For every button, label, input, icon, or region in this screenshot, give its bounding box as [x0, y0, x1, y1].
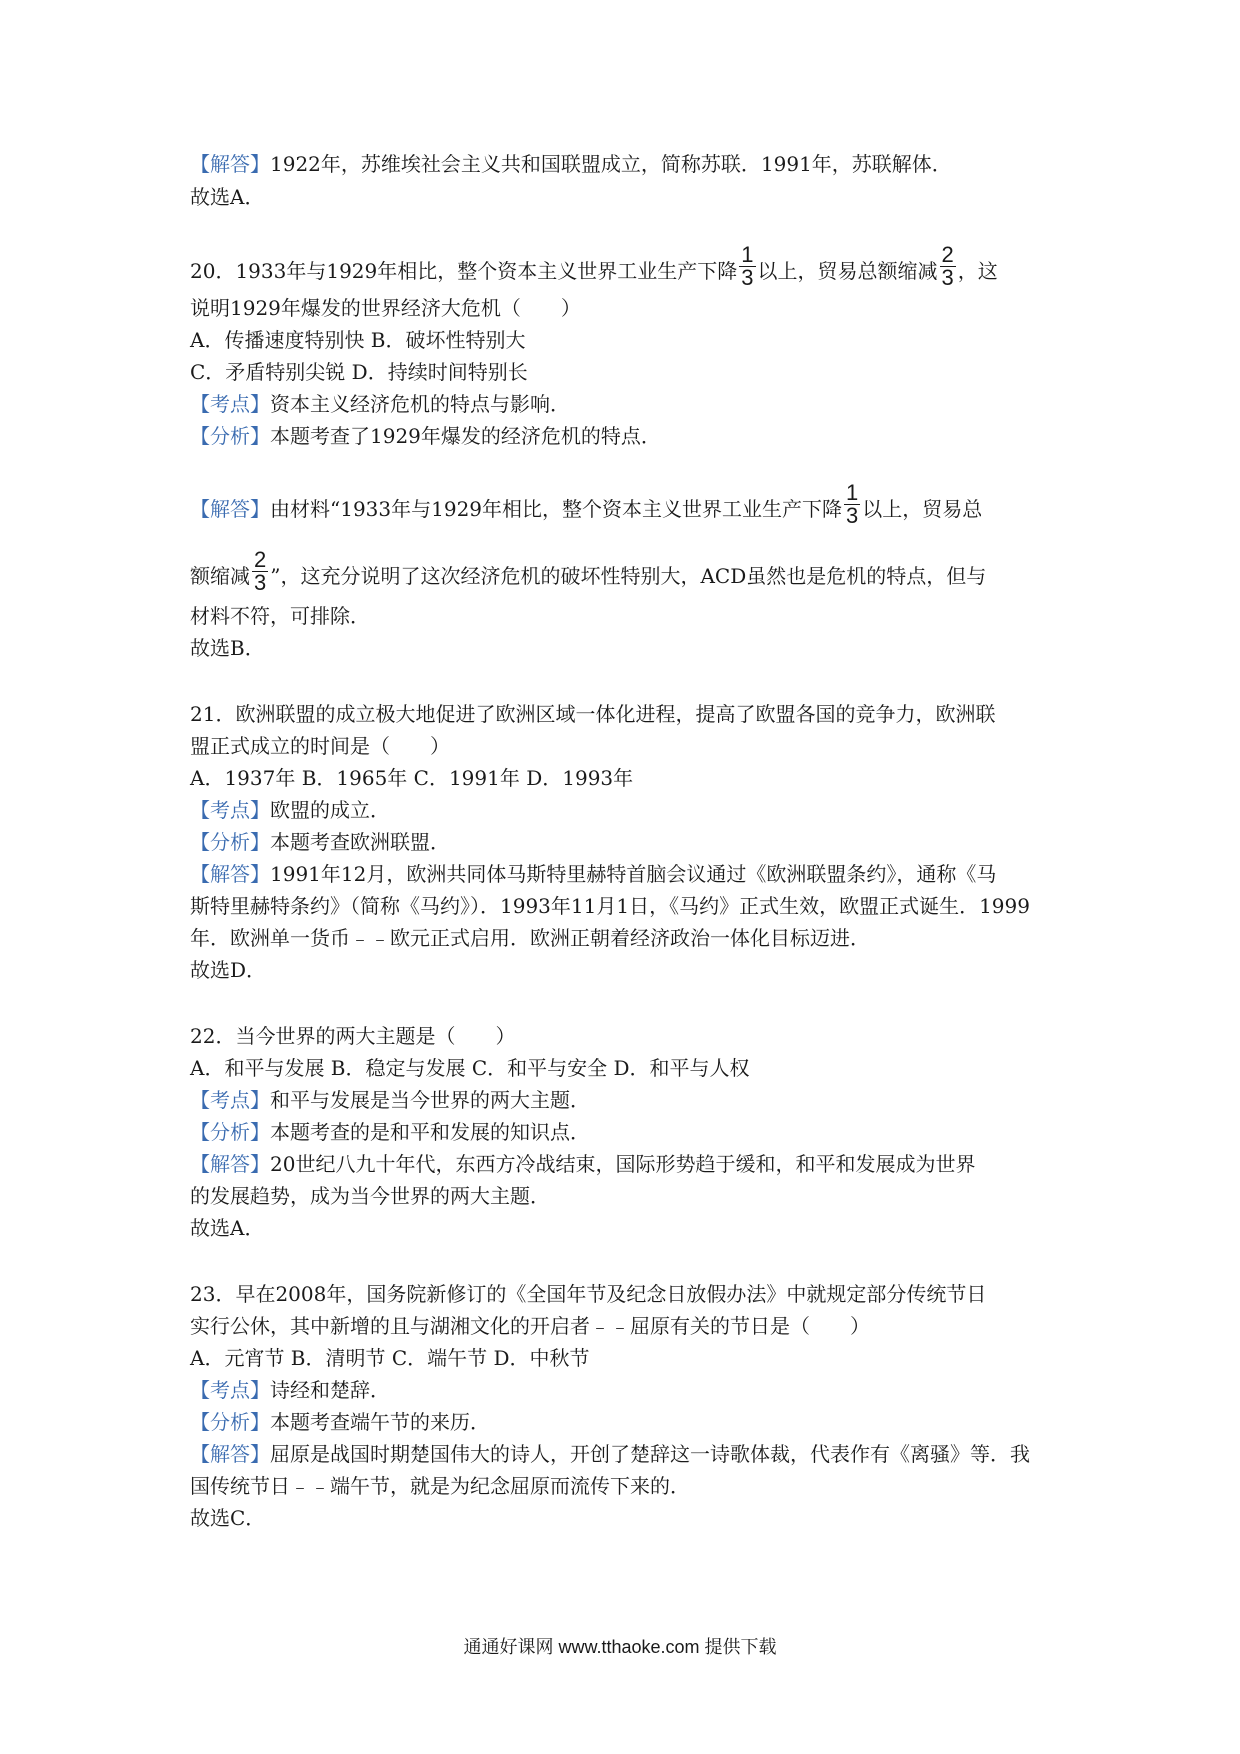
- q21-options: A．1937年 B．1965年 C．1991年 D．1993年: [190, 766, 634, 790]
- q20-kaodian: 【考点】资本主义经济危机的特点与影响．: [190, 392, 570, 416]
- q22-stem: 22．当今世界的两大主题是（ ）: [190, 1024, 516, 1048]
- q22-fenxi: 【分析】本题考查的是和平和发展的知识点．: [190, 1120, 590, 1144]
- q21-fenxi: 【分析】本题考查欧洲联盟．: [190, 830, 450, 854]
- answer-tag: 【解答】: [190, 1152, 270, 1176]
- q20-stem-part3: ，这: [957, 259, 998, 283]
- q21-kaodian: 【考点】欧盟的成立．: [190, 798, 390, 822]
- q21-answer-line1: 【解答】1991年12月，欧洲共同体马斯特里赫特首脑会议通过《欧洲联盟条约》，通称《马: [190, 862, 997, 886]
- kaodian-tag: 【考点】: [190, 392, 270, 416]
- q21-choice: 故选D．: [190, 958, 267, 982]
- q21-answer-line2: 斯特里赫特条约》（简称《马约》）．1993年11月1日，《马约》正式生效，欧盟正式诞生．1999: [190, 894, 1030, 918]
- fenxi-tag: 【分析】: [190, 424, 270, 448]
- q23-kaodian: 【考点】诗经和楚辞．: [190, 1378, 390, 1402]
- q23-options: A．元宵节 B．清明节 C．端午节 D．中秋节: [190, 1346, 590, 1370]
- q23-answer-line1: 【解答】屈原是战国时期楚国伟大的诗人，开创了楚辞这一诗歌体裁，代表作有《离骚》等．我: [190, 1442, 1030, 1466]
- q20-choice: 故选B．: [190, 636, 265, 660]
- kaodian-tag: 【考点】: [190, 798, 270, 822]
- q21-stem-line2: 盟正式成立的时间是（ ）: [190, 734, 450, 758]
- kaodian-tag: 【考点】: [190, 1378, 270, 1402]
- q20-options-line1: A．传播速度特别快 B．破坏性特别大: [190, 328, 526, 352]
- q23-choice: 故选C．: [190, 1506, 266, 1530]
- q19-answer: [190, 150, 952, 178]
- page-footer: 通通好课网 www.tthaoke.com 提供下载: [463, 1637, 777, 1657]
- q20-options-line2: C．矛盾特别尖锐 D．持续时间特别长: [190, 360, 528, 384]
- q22-kaodian: 【考点】和平与发展是当今世界的两大主题．: [190, 1088, 590, 1112]
- answer-tag: 【解答】: [190, 862, 270, 886]
- q22-options: A．和平与发展 B．稳定与发展 C．和平与安全 D．和平与人权: [190, 1056, 750, 1080]
- fenxi-tag: 【分析】: [190, 1410, 270, 1434]
- fenxi-tag: 【分析】: [190, 1120, 270, 1144]
- q23-fenxi: 【分析】本题考查端午节的来历．: [190, 1410, 490, 1434]
- q20-stem-line1: [190, 242, 998, 295]
- q21-stem-line1: 21．欧洲联盟的成立极大地促进了欧洲区域一体化进程，提高了欧盟各国的竞争力，欧洲联: [190, 702, 996, 726]
- q20-fenxi: 【分析】本题考查了1929年爆发的经济危机的特点．: [190, 424, 661, 448]
- answer-tag: 【解答】: [190, 152, 270, 176]
- q22-answer-line2: 的发展趋势，成为当今世界的两大主题．: [190, 1184, 550, 1208]
- q23-stem-line2: 实行公休，其中新增的且与湖湘文化的开启者﹣﹣屈原有关的节日是（ ）: [190, 1314, 870, 1338]
- q20-answer-line1: 【解答】由材料“1933年与1929年相比，整个资本主义世界工业生产下降 $\frac{1}{3}$ 以上，贸易总: [190, 480, 983, 528]
- kaodian-tag: 【考点】: [190, 1088, 270, 1112]
- fraction-one-third: $\frac{1}{3}$: [846, 480, 859, 528]
- q22-answer-line1: 【解答】20世纪八九十年代，东西方冷战结束，国际形势趋于缓和，和平和发展成为世界: [190, 1152, 976, 1176]
- answer-tag: 【解答】: [190, 497, 270, 521]
- fraction-one-third: $\frac{1}{3}$: [741, 242, 754, 290]
- q21-answer-line3: 年．欧洲单一货币﹣﹣欧元正式启用．欧洲正朝着经济政治一体化目标迈进．: [190, 926, 870, 950]
- q20-answer-line2: 额缩减 $\frac{2}{3}$ ”，这充分说明了这次经济危机的破坏性特别大，ACD虽然也是危机的特点，但与: [190, 547, 987, 595]
- q20-stem-part1: 20．1933年与1929年相比，整个资本主义世界工业生产下降: [190, 259, 738, 283]
- q19-answer-text: 1922年，苏维埃社会主义共和国联盟成立，简称苏联．1991年，苏联解体．: [270, 152, 952, 176]
- fraction-two-thirds: $\frac{2}{3}$: [941, 242, 954, 290]
- fenxi-tag: 【分析】: [190, 830, 270, 854]
- fraction-two-thirds: $\frac{2}{3}$: [254, 547, 267, 595]
- answer-tag: 【解答】: [190, 1442, 270, 1466]
- q20-stem-line2: 说明1929年爆发的世界经济大危机（ ）: [190, 296, 581, 320]
- q22-choice: 故选A．: [190, 1216, 265, 1240]
- q20-stem-part2: 以上，贸易总额缩减: [757, 259, 938, 283]
- q23-stem-line1: 23．早在2008年，国务院新修订的《全国年节及纪念日放假办法》中就规定部分传统节日: [190, 1282, 987, 1306]
- q23-answer-line2: 国传统节日﹣﹣端午节，就是为纪念屈原而流传下来的．: [190, 1474, 690, 1498]
- q19-choice: 故选A．: [190, 185, 265, 209]
- q20-answer-line3: 材料不符，可排除．: [190, 604, 370, 628]
